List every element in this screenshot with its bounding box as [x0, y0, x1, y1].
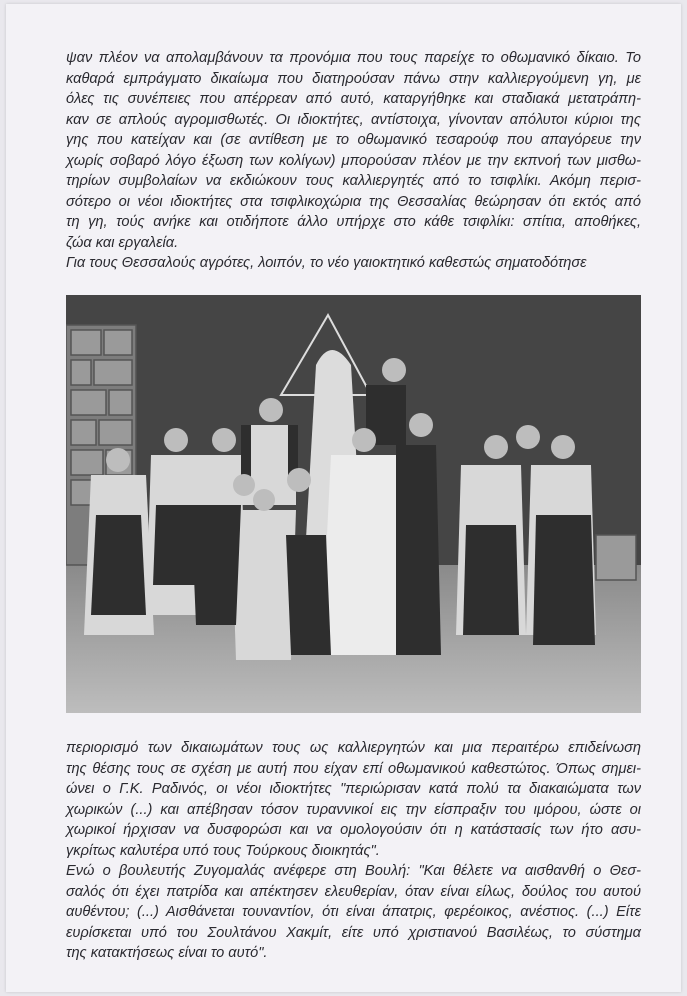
bottom-paragraph	[66, 738, 641, 964]
text-line: χωρικών (...) και απέβησαν τόσον τυραννικοί εις την είσπραξιν του ιμόρου, ώστε οι	[66, 801, 641, 818]
text-line: της κατακτήσεως είναι το αυτό".	[66, 945, 268, 961]
text-line: χωρικοί ήρχισαν να δυσφορώσι και να ομολογούσιν ότι η κατάστασίς των ήτο ασυ-	[66, 822, 641, 838]
text-line: σότερο οι νέοι ιδιοκτήτες στα τσιφλικοχώρια της Θεσσαλίας θεώρησαν ότι εκτός από	[66, 193, 641, 210]
theatre-group-photo	[66, 295, 641, 713]
text-line: καθαρά εμπράγματο δικαίωμα που διατηρούσαν πάνω στην καλλιεργούμενη γη, με	[66, 70, 641, 87]
text-line: ώνει ο Γ.Κ. Ραδινός, οι νέοι ιδιοκτήτες "περιώρισαν κατά πολύ τα διακαιώματα των	[66, 781, 641, 797]
text-line: καν σε απλούς αγρομισθωτές. Οι ιδιοκτήτες, αντίστοιχα, γίνονταν απόλυτοι κύριοι της	[66, 111, 641, 128]
text-line: γης που κατείχαν και (σε αντίθεση με το οθωμανικό τεσαρούφ που απαγόρευε την	[66, 132, 641, 148]
text-line: γκρίτως καλυτέρα υπό τους Τούρκους διοικητάς".	[66, 842, 380, 859]
top-paragraph	[66, 48, 641, 274]
text-line: αυθέντου; (...) Αισθάνεται τουναντίον, ότι είναι άπατρις, φερέοικος, ανέστιος. (...) Είτε	[66, 904, 641, 920]
text-line: Ενώ ο βουλευτής Ζυγομαλάς ανέφερε στη Βουλή: "Και θέλετε να αισθανθή ο Θεσ-	[66, 863, 641, 879]
text-line: Για τους Θεσσαλούς αγρότες, λοιπόν, το νέο γαιοκτητικό καθεστώς σηματοδότησε	[66, 255, 587, 271]
text-line: όλες τις συνέπειες που απέρρεαν από αυτό, καταργήθηκε και σταδιακά μετατράπη-	[66, 91, 641, 107]
text-line: ζώα και εργαλεία.	[66, 234, 179, 251]
text-line: χωρίς σοβαρό λόγο έξωση των κολίγων) μπορούσαν πλέον με την εκπνοή των μισθω-	[66, 152, 641, 169]
text-line: της θέσης τους σε σχέση με αυτή που είχαν επί οθωμανικού καθεστώτος. Όπως σημει-	[66, 760, 641, 777]
text-line: τη γη, τούς ανήκε και οτιδήποτε άλλο υπήρχε στο κάθε τσιφλίκι: σπίτια, αποθήκες,	[66, 214, 641, 230]
text-line: ευρίσκεται υπό του Σουλτάνου Χακμίτ, είτε υπό χριστιανού Βασιλέως, το σύστημα	[66, 924, 641, 941]
photo-illustration	[66, 295, 641, 713]
text-line: ψαν πλέον να απολαμβάνουν τα προνόμια που τους παρείχε το οθωμανικό δίκαιο. Το	[66, 50, 641, 66]
text-line: τηρίων συμβολαίων να εκδιώκουν τους καλλιεργητές από το τσιφλίκι. Ακόμη περισ-	[66, 173, 641, 189]
text-line: περιορισμό των δικαιωμάτων τους ως καλλιεργητών και μια περαιτέρω επιδείνωση	[66, 740, 641, 756]
text-line: σαλός ότι έχει πατρίδα και απέκτησεν ελευθερίαν, όταν είναι είλως, δούλος του αυτού	[66, 883, 641, 900]
